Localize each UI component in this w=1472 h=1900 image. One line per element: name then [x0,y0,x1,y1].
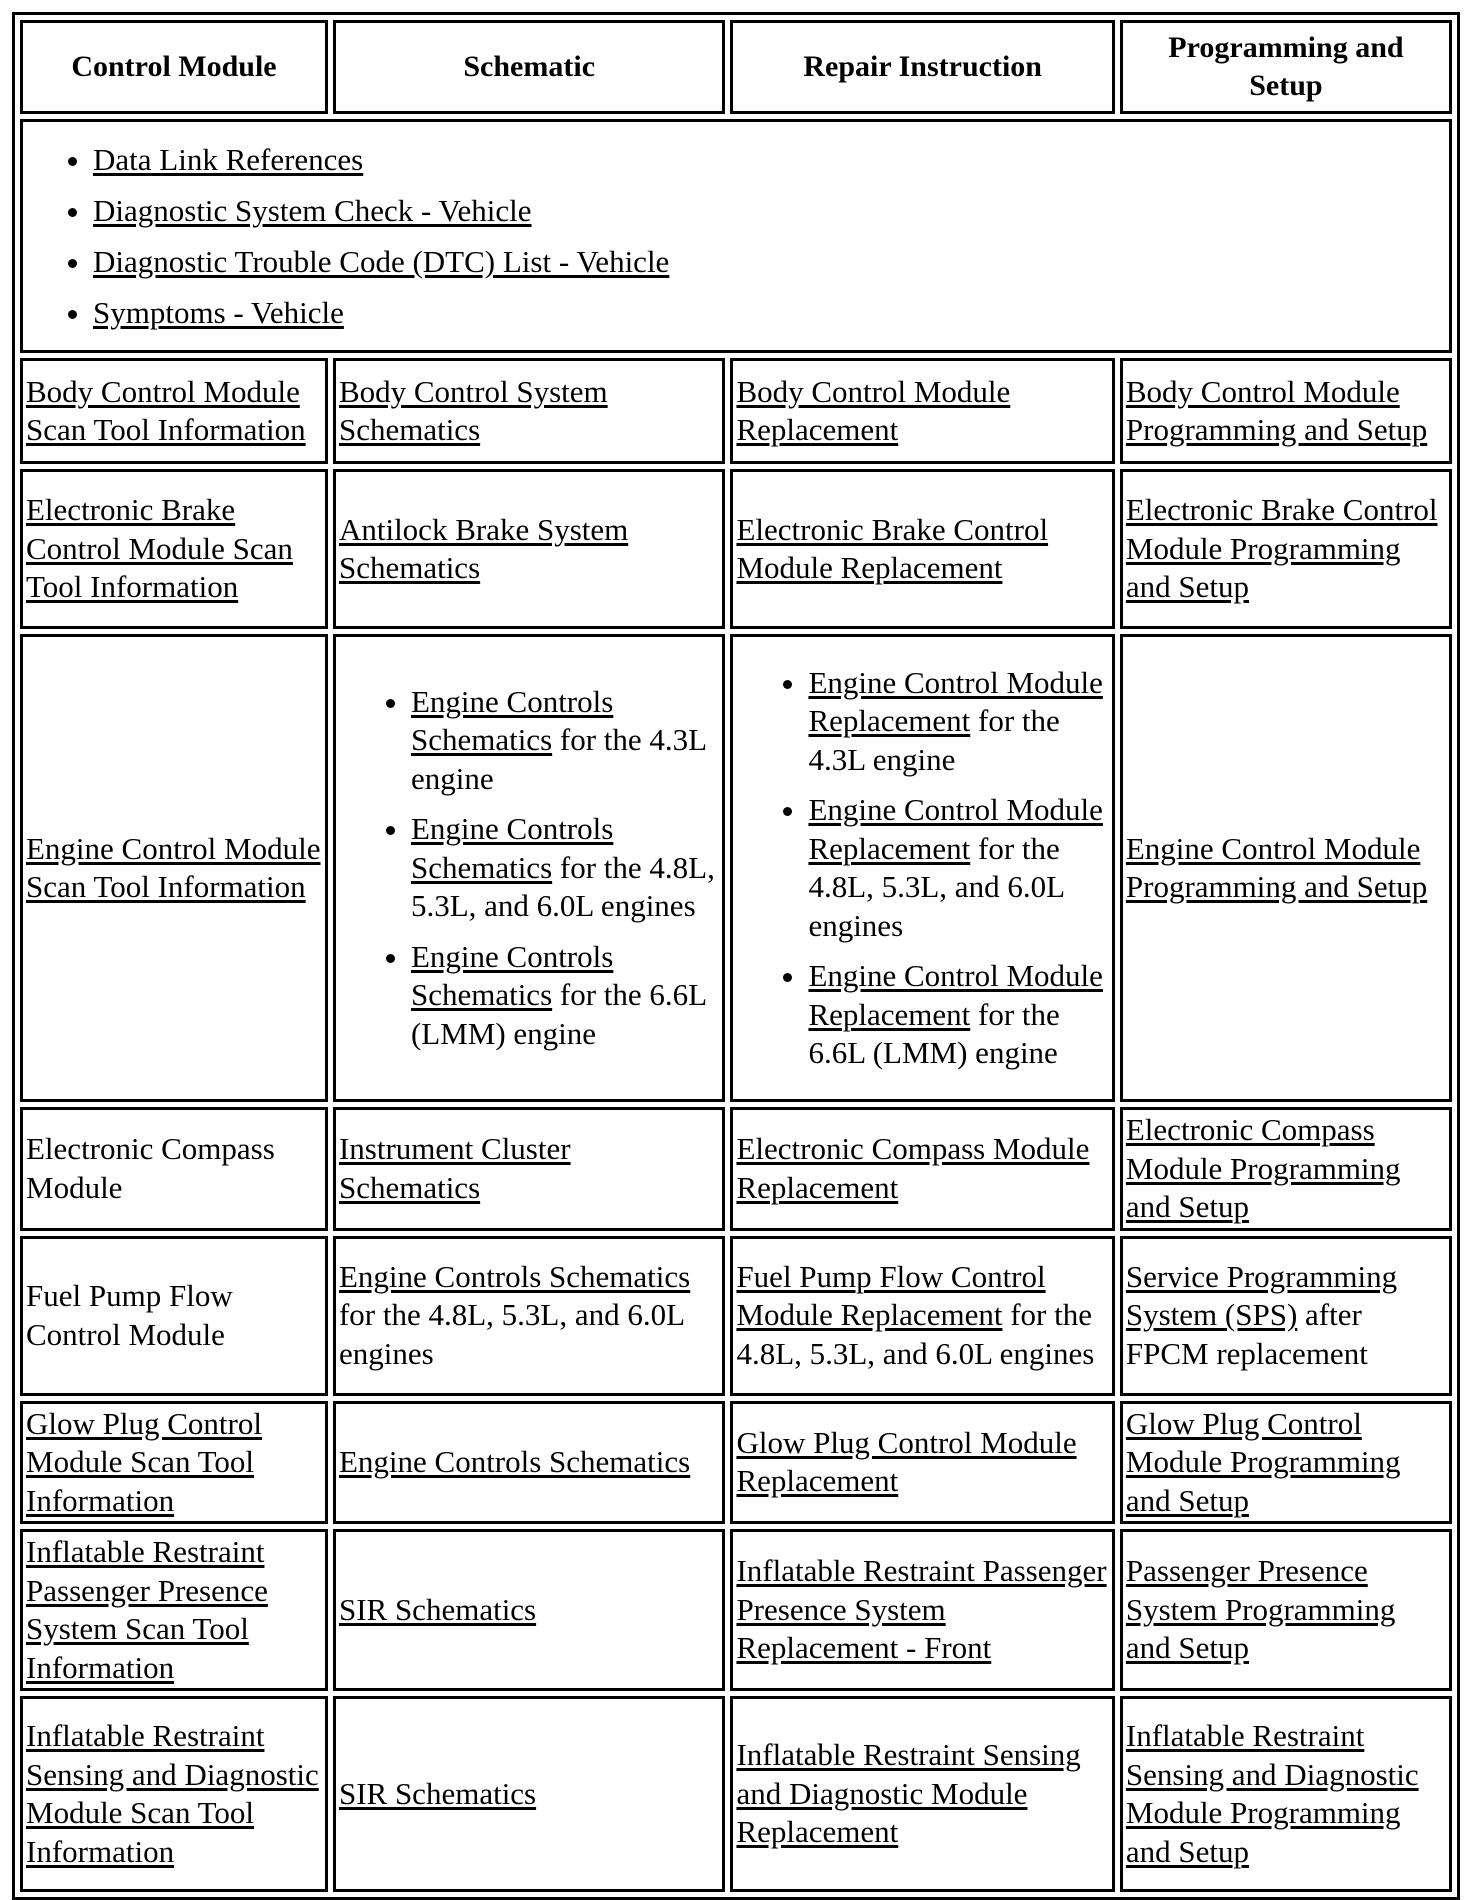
module-cell [20,1529,328,1691]
ecm-schematic-list [339,683,718,1054]
references-list [31,134,1443,338]
schematic-cell [333,469,725,629]
glow-plug-scan-tool-link[interactable]: Glow Plug Control Module Scan Tool Information [26,1405,262,1518]
repair-cell [730,1401,1114,1525]
list-item [93,287,1443,338]
list-item [808,957,1107,1073]
symptoms-link[interactable]: Symptoms - Vehicle [93,295,344,330]
bcm-schematic-link[interactable]: Body Control System Schematics [338,373,608,447]
ecm-schematic-link[interactable]: Engine Controls Schematics [410,683,614,758]
table-row [20,1107,1452,1231]
list-item [93,236,1443,287]
module-cell [20,634,328,1102]
pps-programming-link[interactable]: Passenger Presence System Programming and Setup [1125,1553,1396,1666]
ecm-repair-list [736,664,1107,1073]
ecm-replacement-link[interactable]: Engine Control Module Replacement [808,792,1103,866]
references-row [20,119,1452,353]
programming-cell [1120,634,1452,1102]
ecm-replacement-link[interactable]: Engine Control Module Replacement [808,664,1103,738]
programming-cell [1120,358,1452,464]
fpcm-module-name: Fuel Pump Flow Control Module [26,1278,233,1352]
list-item [93,185,1443,236]
schematic-cell [333,1401,725,1525]
header-control-module: Control Module [20,20,328,114]
list-item-suffix: for the 4.3L engine [808,703,1060,777]
control-module-table-wrapper [12,12,1460,1900]
schematic-cell [333,1529,725,1691]
bcm-scan-tool-link[interactable]: Body Control Module Scan Tool Information [26,373,306,447]
diagnostic-system-check-link[interactable]: Diagnostic System Check - Vehicle [93,193,532,228]
table-row [20,1401,1452,1525]
table-row [20,1696,1452,1892]
ecm-scan-tool-link[interactable]: Engine Control Module Scan Tool Information [26,830,321,904]
table-header-row [20,20,1452,114]
table-row [20,358,1452,464]
repair-cell [730,634,1114,1102]
header-programming-setup: Programming and Setup [1120,20,1452,114]
ebcm-schematic-link[interactable]: Antilock Brake System Schematics [338,511,629,585]
list-item [808,664,1107,780]
sdm-scan-tool-link[interactable]: Inflatable Restraint Sensing and Diagnostic Module Scan Tool Information [26,1718,319,1869]
ecm-programming-link[interactable]: Engine Control Module Programming and Setup [1125,830,1428,904]
module-cell [20,469,328,629]
table-row [20,1529,1452,1691]
repair-cell [730,469,1114,629]
module-cell [20,1107,328,1231]
list-item-suffix: for the 6.6L (LMM) engine [410,977,706,1051]
programming-cell [1120,1696,1452,1892]
schematic-cell [333,1236,725,1396]
data-link-references-link[interactable]: Data Link References [93,142,364,177]
schematic-cell [333,358,725,464]
programming-cell [1120,1107,1452,1231]
table-row [20,469,1452,629]
schematic-cell [333,1696,725,1892]
module-cell [20,1236,328,1396]
repair-cell [730,1696,1114,1892]
fpcm-repair-suffix: for the 4.8L, 5.3L, and 6.0L engines [736,1297,1095,1371]
table-row [20,1236,1452,1396]
sdm-schematic-link[interactable]: SIR Schematics [338,1775,537,1811]
compass-module-name: Electronic Compass Module [26,1131,275,1205]
schematic-cell [333,634,725,1102]
header-repair-instruction: Repair Instruction [730,20,1114,114]
glow-plug-replacement-link[interactable]: Glow Plug Control Module Replacement [736,1424,1077,1499]
sps-link[interactable]: Service Programming System (SPS) [1125,1258,1398,1333]
list-item-suffix: for the 4.8L, 5.3L, and 6.0L engines [808,830,1064,943]
list-item-suffix: for the 4.8L, 5.3L, and 6.0L engines [410,849,715,924]
module-cell [20,1696,328,1892]
fpcm-schematic-suffix: for the 4.8L, 5.3L, and 6.0L engines [338,1297,684,1371]
programming-cell [1120,1401,1452,1525]
references-cell [20,119,1452,353]
list-item [808,791,1107,945]
programming-cell [1120,1529,1452,1691]
bcm-replacement-link[interactable]: Body Control Module Replacement [736,373,1011,447]
dtc-list-link[interactable]: Diagnostic Trouble Code (DTC) List - Vehicle [93,244,670,279]
header-schematic: Schematic [333,20,725,114]
compass-replacement-link[interactable]: Electronic Compass Module Replacement [736,1131,1090,1205]
sdm-replacement-link[interactable]: Inflatable Restraint Sensing and Diagnostic Module Replacement [736,1737,1081,1850]
ebcm-scan-tool-link[interactable]: Electronic Brake Control Module Scan Tool Information [26,492,293,605]
list-item [411,810,718,926]
fpcm-programming-suffix: after FPCM replacement [1125,1297,1368,1371]
list-item [411,938,718,1054]
bcm-programming-link[interactable]: Body Control Module Programming and Setup [1125,373,1428,447]
ecm-schematic-link[interactable]: Engine Controls Schematics [410,938,614,1013]
repair-cell [730,1529,1114,1691]
programming-cell [1120,469,1452,629]
glow-plug-programming-link[interactable]: Glow Plug Control Module Programming and Setup [1125,1405,1401,1518]
ecm-replacement-link[interactable]: Engine Control Module Replacement [808,958,1103,1032]
pps-replacement-link[interactable]: Inflatable Restraint Passenger Presence System Replacement - Front [736,1553,1107,1666]
ecm-schematic-link[interactable]: Engine Controls Schematics [410,811,614,885]
fpcm-schematic-link[interactable]: Engine Controls Schematics [338,1258,691,1294]
repair-cell [730,358,1114,464]
table-row [20,634,1452,1102]
pps-scan-tool-link[interactable]: Inflatable Restraint Passenger Presence System Scan Tool Information [26,1534,268,1685]
sdm-programming-link[interactable]: Inflatable Restraint Sensing and Diagnostic Module Programming and Setup [1125,1718,1419,1869]
compass-programming-link[interactable]: Electronic Compass Module Programming and Setup [1125,1112,1401,1224]
list-item-suffix: for the 6.6L (LMM) engine [808,996,1060,1070]
repair-cell [730,1107,1114,1231]
glow-plug-schematic-link[interactable]: Engine Controls Schematics [338,1444,691,1479]
module-cell [20,358,328,464]
list-item [93,134,1443,185]
control-module-table [12,12,1460,1900]
schematic-cell [333,1107,725,1231]
fpcm-replacement-link[interactable]: Fuel Pump Flow Control Module Replacement [736,1258,1046,1333]
list-item-suffix: for the 4.3L engine [410,722,706,796]
module-cell [20,1401,328,1525]
ebcm-programming-link[interactable]: Electronic Brake Control Module Programming and Setup [1125,492,1438,605]
pps-schematic-link[interactable]: SIR Schematics [338,1591,537,1627]
ebcm-replacement-link[interactable]: Electronic Brake Control Module Replacement [736,511,1049,585]
programming-cell [1120,1236,1452,1396]
list-item [411,683,718,799]
compass-schematic-link[interactable]: Instrument Cluster Schematics [338,1131,571,1205]
repair-cell [730,1236,1114,1396]
